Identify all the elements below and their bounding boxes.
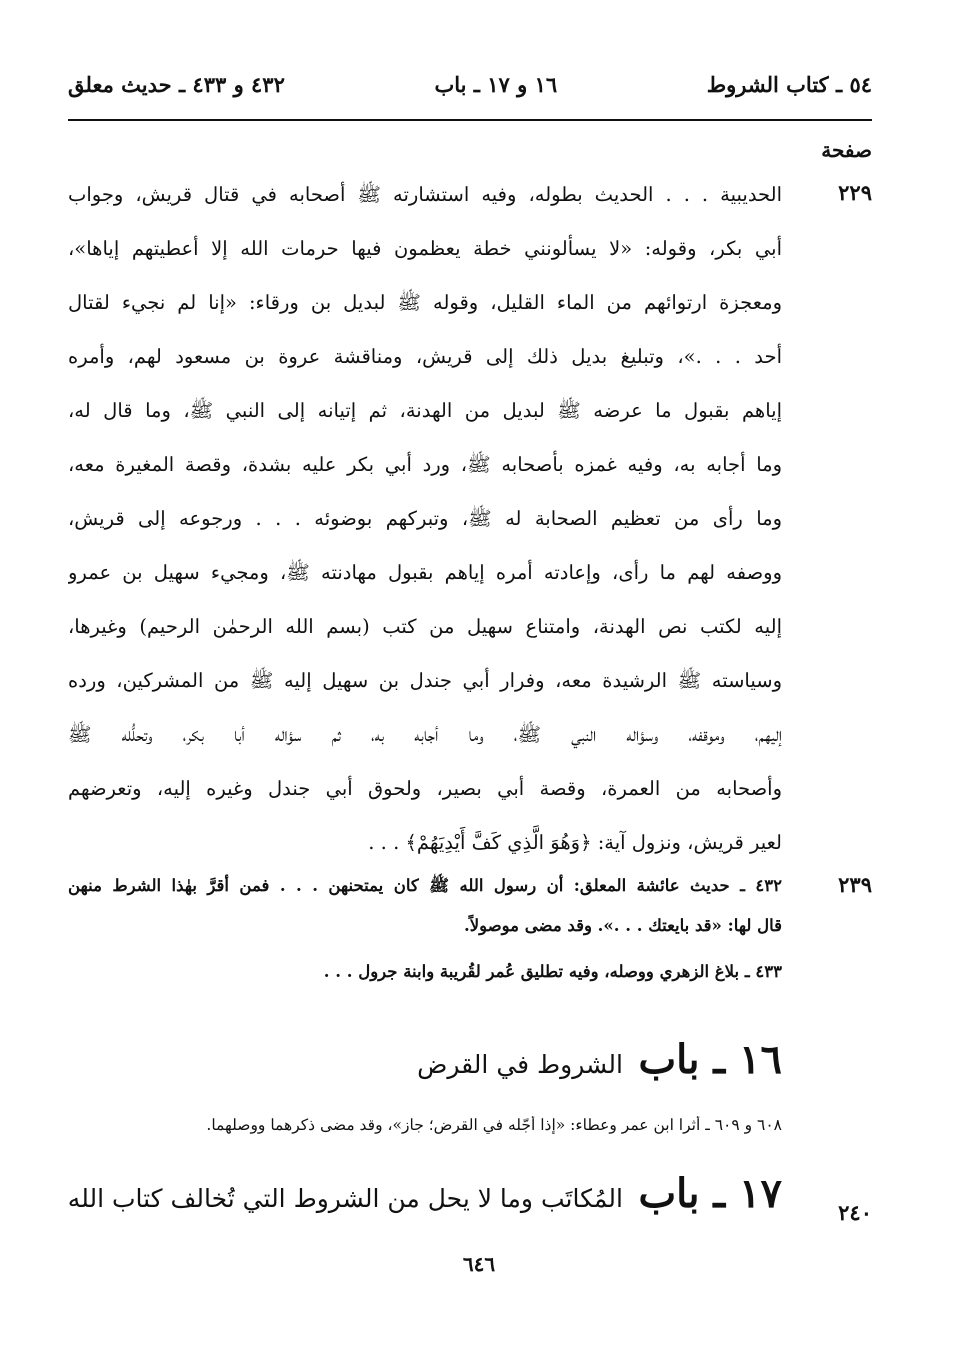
hadith-432-line: ٤٣٢ ـ حديث عائشة المعلق: أن رسول الله ﷺ كان يمتحنهن . . . فمن أقرَّ بهٰذا الشرط منهن	[68, 876, 782, 895]
text-line: إليه لكتب نص الهدنة، وامتناع سهيل من كتب (بسم الله الرحمٰن الرحيم) وغيرها،	[68, 615, 782, 638]
entry-text	[68, 168, 782, 870]
text-line: ومعجزة ارتوائهم من الماء القليل، وقوله ﷺ لبديل بن ورقاء: «إنا لم نجيء لقتال	[68, 291, 782, 314]
chapter-17-number: ١٧ ـ باب	[638, 1170, 782, 1217]
chapter-16-number: ١٦ ـ باب	[638, 1036, 782, 1083]
chapter-17-heading	[68, 1170, 782, 1217]
header-rule	[68, 119, 872, 121]
text-line: ووصفه لهم ما رأى، وإعادته أمره إياهم بقبول مهادنته ﷺ، ومجيء سهيل بن عمرو	[68, 561, 782, 584]
chapter-16-title: الشروط في القرض	[417, 1050, 623, 1079]
text-line: وما رأى من تعظيم الصحابة له ﷺ، وتبركهم بوضوئه . . . ورجوعه إلى قريش،	[68, 507, 782, 530]
hadith-432-line: قال لها: «قد بايعتك . . .». وقد مضى موصولاً.	[463, 916, 782, 935]
header-chapters: ١٦ و ١٧ ـ باب	[434, 71, 558, 97]
chapter-17-title: المُكاتَب وما لا يحل من الشروط التي تُخالف كتاب الله	[67, 1184, 623, 1213]
header-hadith-range: ٤٣٢ و ٤٣٣ ـ حديث معلق	[68, 71, 285, 97]
text-line: أحد . . .»، وتبليغ بديل ذلك إلى قريش، ومناقشة عروة بن مسعود لهم، وأمره	[68, 345, 782, 368]
page-number-footer: ٦٤٦	[462, 1252, 496, 1276]
chapter-17-page-number: ٢٤٠	[838, 1200, 872, 1225]
header-book-title: ٥٤ ـ كتاب الشروط	[706, 71, 872, 97]
text-line: وأصحابه من العمرة، وقصة أبي بصير، ولحوق أبي جندل وغيره إليه، وتعرضهم	[68, 777, 782, 800]
text-line: وسياسته ﷺ الرشيدة معه، وفرار أبي جندل بن سهيل إليه ﷺ من المشركين، ورده	[68, 669, 782, 692]
entry-page-number: ٢٢٩	[838, 180, 872, 205]
text-line: أبي بكر، وقوله: «لا يسألونني خطة يعظمون فيها حرمات الله إلا أعطيتهم إياها»،	[68, 237, 782, 260]
running-header	[68, 66, 872, 102]
text-line: إليهم، وموقفه، وسؤاله النبي ﷺ، وما أجابه به، ثم سؤاله أبا بكر، وتحلُّله ﷺ	[68, 723, 782, 746]
text-line: وما أجابه به، وفيه غمزه بأصحابه ﷺ، ورد أبي بكر عليه بشدة، وقصة المغيرة معه،	[68, 453, 782, 476]
page-column-label: صفحة	[821, 138, 872, 162]
chapter-16-heading	[417, 1036, 782, 1083]
athar-608-609-note: ٦٠٨ و ٦٠٩ ـ أثرا ابن عمر وعطاء: «إذا أجّله في القرض؛ جاز»، وقد مضى ذكرهما ووصلهما.	[206, 1116, 782, 1134]
text-line: الحديبية . . . الحديث بطوله، وفيه استشارته ﷺ أصحابه في قتال قريش، وجواب	[68, 183, 782, 206]
entry-page-number: ٢٣٩	[838, 872, 872, 897]
text-line: لعير قريش، ونزول آية: ﴿وَهُوَ الَّذِي كَفَّ أَيْدِيَهُمْ﴾ . . .	[368, 831, 782, 854]
entry-text	[68, 866, 782, 992]
hadith-433-line: ٤٣٣ ـ بلاغ الزهري ووصله، وفيه تطليق عُمر لقُريبة وابنة جرول . . .	[323, 962, 782, 981]
text-line: إياهم بقبول ما عرضه ﷺ لبديل من الهدنة، ثم إتيانه إلى النبي ﷺ، وما قال له،	[68, 399, 782, 422]
